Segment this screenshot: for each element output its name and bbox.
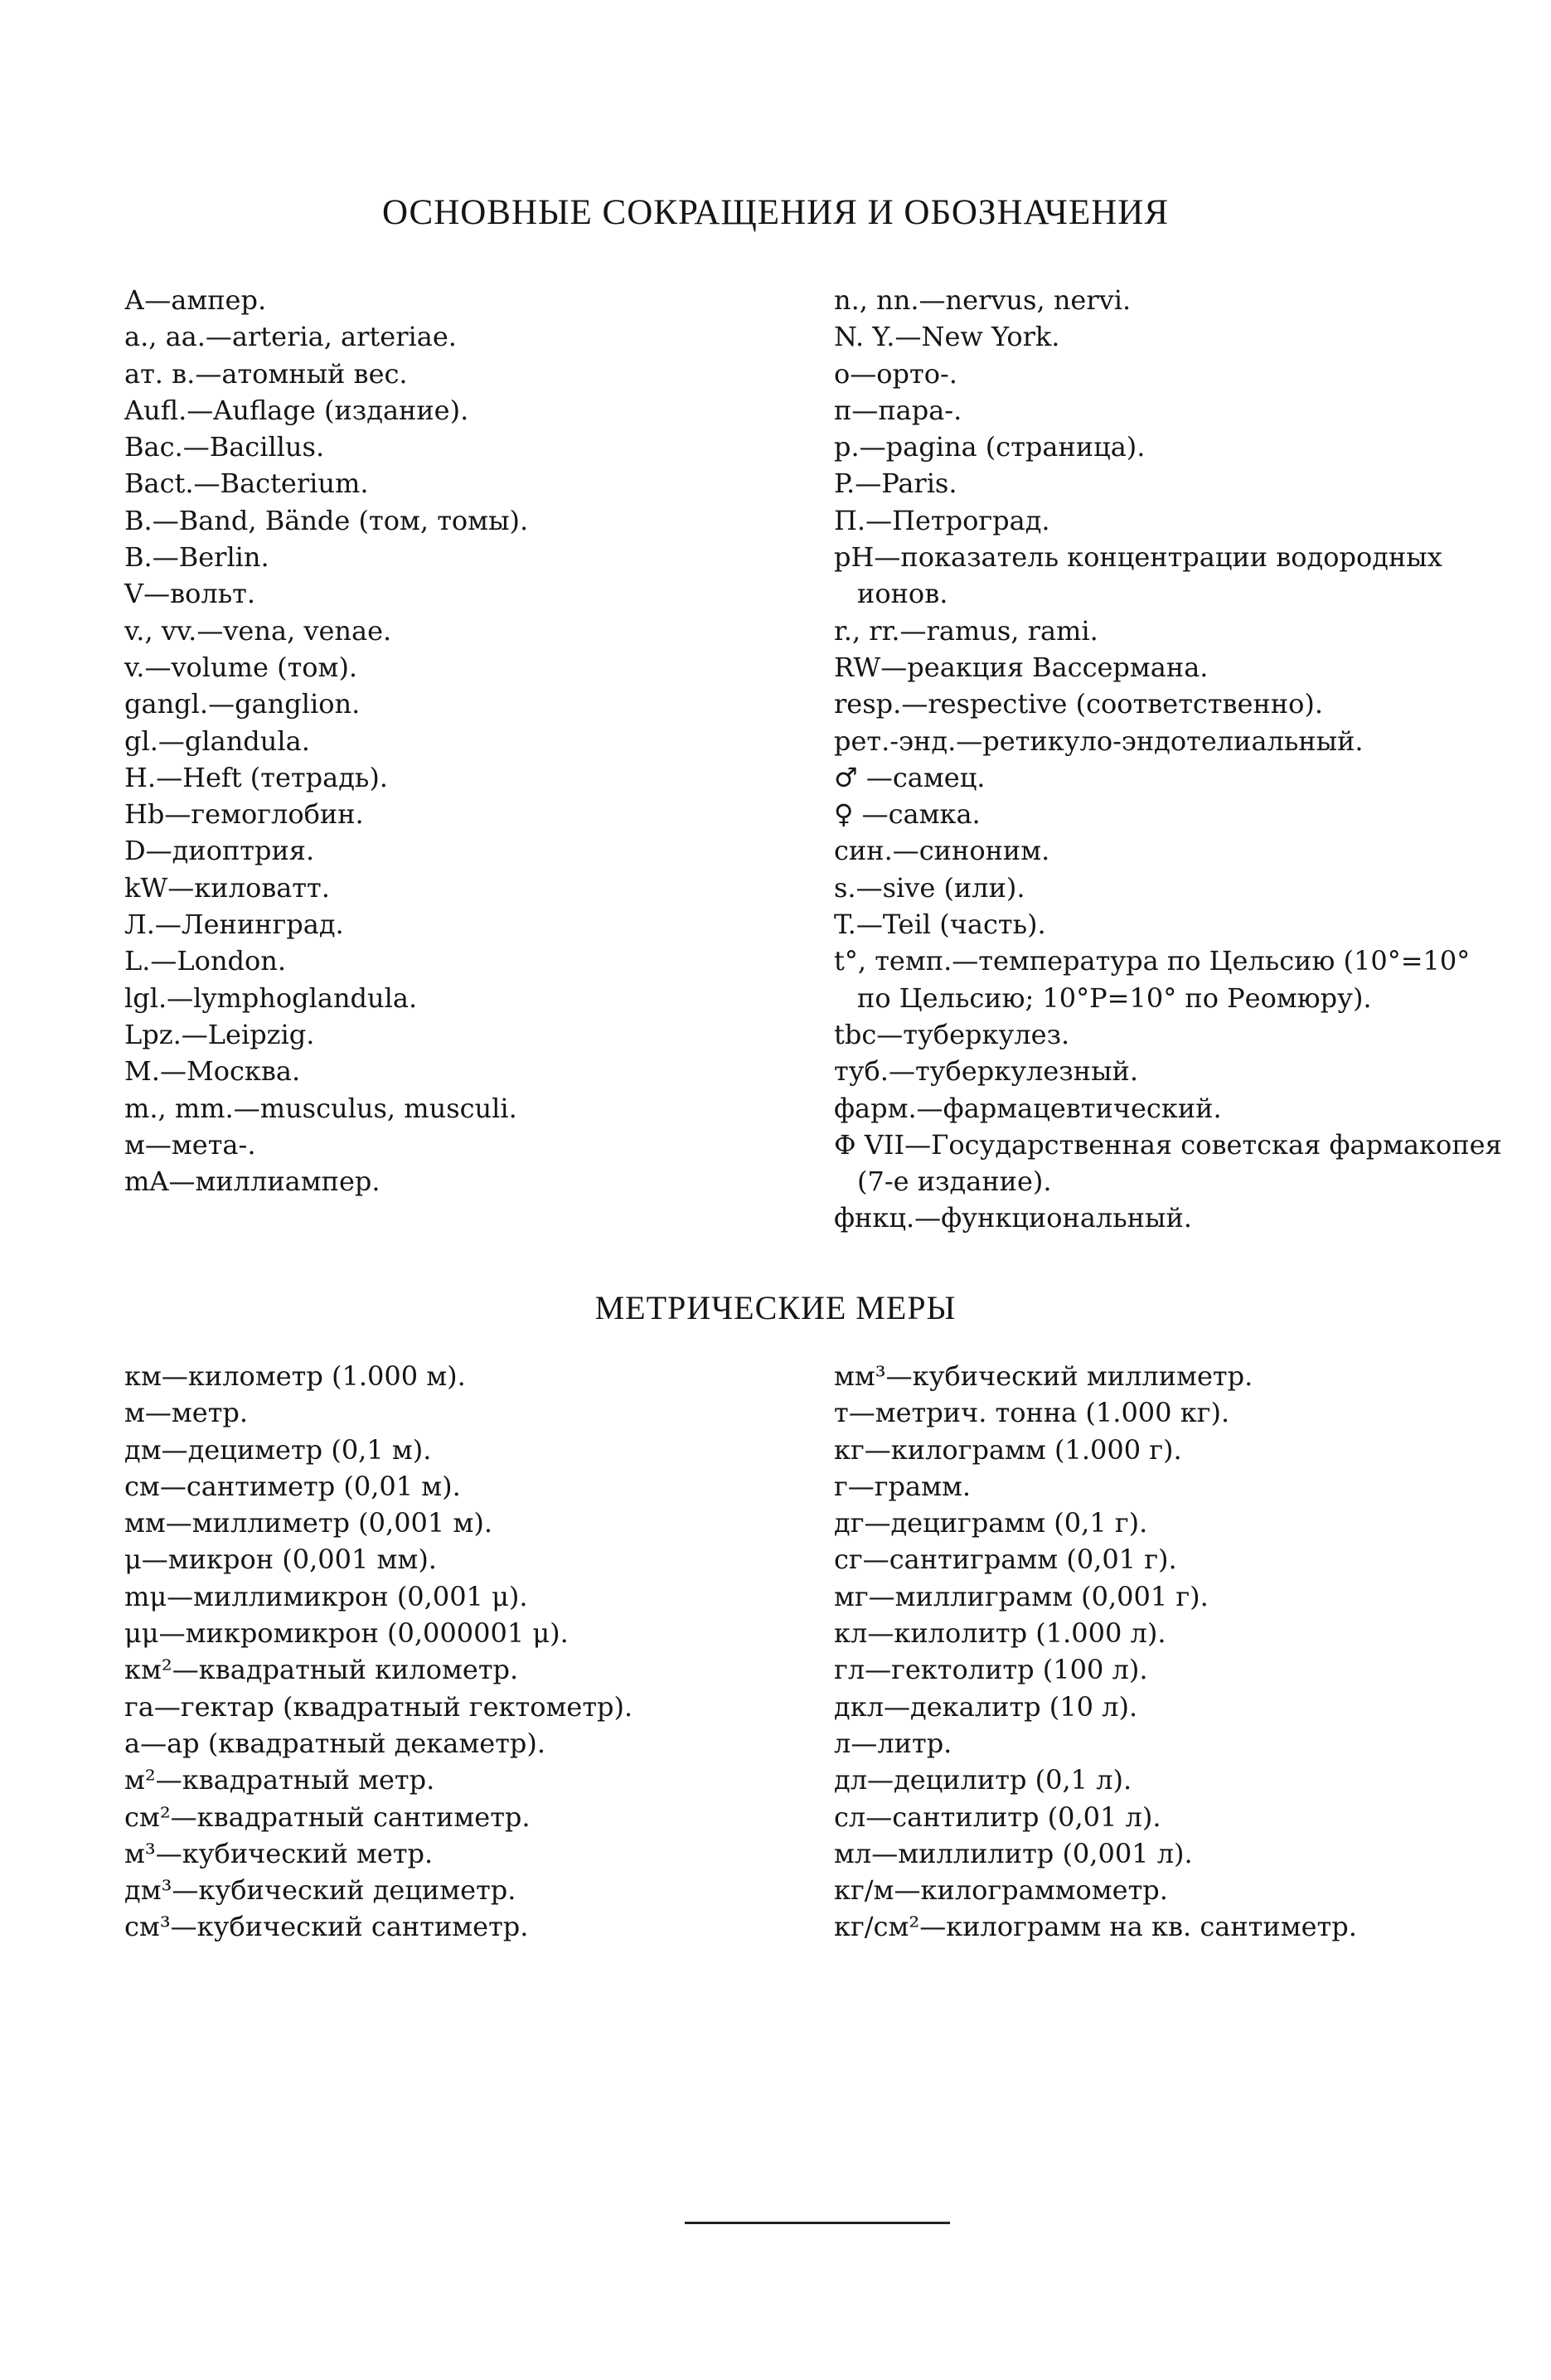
metric-entry: м²—квадратный метр. xyxy=(124,1764,435,1796)
metric-entry: г—грамм. xyxy=(834,1470,972,1502)
abbreviation-entry: Л.—Ленинград. xyxy=(124,909,344,941)
metric-entry: дл—децилитр (0,1 л). xyxy=(834,1764,1132,1796)
abbreviation-entry: gangl.—ganglion. xyxy=(124,688,361,720)
metric-entry: см³—кубический сантиметр. xyxy=(124,1911,529,1943)
metric-entry: дм³—кубический дециметр. xyxy=(124,1874,516,1907)
metric-entry: μμ—микромикрон (0,000001 μ). xyxy=(124,1617,569,1650)
abbreviation-entry: resp.—respective (соответственно). xyxy=(834,688,1324,720)
abbreviation-entry: туб.—туберкулезный. xyxy=(834,1055,1139,1088)
abbreviation-entry: s.—sive (или). xyxy=(834,871,1025,904)
abbreviation-entry: p.—pagina (страница). xyxy=(834,431,1146,463)
abbreviation-entry: V—вольт. xyxy=(124,578,256,610)
metric-entry: л—литр. xyxy=(834,1727,952,1759)
metric-entry: мм³—кубический миллиметр. xyxy=(834,1360,1253,1392)
abbreviation-entry: mA—миллиампер. xyxy=(124,1166,380,1198)
metric-left-column xyxy=(124,1358,788,1946)
abbreviation-entry: D—диоптрия. xyxy=(124,835,315,867)
abbreviation-entry: B.—Berlin. xyxy=(124,541,269,574)
metric-entry: кл—килолитр (1.000 л). xyxy=(834,1617,1166,1650)
abbreviation-entry: фарм.—фармацевтический. xyxy=(834,1092,1222,1124)
abbreviation-entry: r., rr.—ramus, rami. xyxy=(834,614,1098,647)
metric-entry: а—ар (квадратный декаметр). xyxy=(124,1727,546,1759)
metric-entry: дкл—декалитр (10 л). xyxy=(834,1690,1138,1723)
abbreviation-entry: n., nn.—nervus, nervi. xyxy=(834,284,1132,316)
abbreviation-entry: п—пара-. xyxy=(834,394,962,426)
metric-right-column xyxy=(834,1358,1505,1946)
abbreviations-right-column xyxy=(834,282,1505,1237)
abbreviations-left-column xyxy=(124,282,788,1200)
abbreviation-entry: м—мета-. xyxy=(124,1128,256,1161)
closing-rule xyxy=(685,2222,950,2224)
metric-entry: сг—сантиграмм (0,01 г). xyxy=(834,1544,1177,1576)
abbreviation-entry: pH—показатель концентрации водородных ионов. xyxy=(834,541,1442,610)
metric-entry: т—метрич. тонна (1.000 кг). xyxy=(834,1397,1230,1429)
abbreviation-entry: a., aa.—arteria, arteriae. xyxy=(124,321,457,353)
metric-entry: дм—дециметр (0,1 м). xyxy=(124,1433,432,1466)
abbreviation-entry: Ф VII—Государственная советская фармакопея (7-е издание). xyxy=(834,1128,1502,1198)
metric-entry: га—гектар (квадратный гектометр). xyxy=(124,1690,633,1723)
metric-entry: мл—миллилитр (0,001 л). xyxy=(834,1837,1193,1869)
abbreviation-entry: L.—London. xyxy=(124,945,287,977)
abbreviation-entry: рет.-энд.—ретикуло-эндотелиальный. xyxy=(834,725,1364,757)
metric-entry: кг/см²—килограмм на кв. сантиметр. xyxy=(834,1911,1357,1943)
abbreviation-entry: lgl.—lymphoglandula. xyxy=(124,982,418,1014)
abbreviation-entry: v., vv.—vena, venae. xyxy=(124,614,392,647)
metric-entry: гл—гектолитр (100 л). xyxy=(834,1654,1148,1686)
abbreviation-entry: ♀ —самка. xyxy=(834,798,981,831)
metric-entry: кг—килограмм (1.000 г). xyxy=(834,1433,1182,1466)
abbreviation-entry: фнкц.—функциональный. xyxy=(834,1202,1192,1234)
abbreviation-entry: T.—Teil (часть). xyxy=(834,909,1046,941)
abbreviation-entry: tbc—туберкулез. xyxy=(834,1018,1070,1050)
abbreviation-entry: H.—Heft (тетрадь). xyxy=(124,761,388,793)
metric-entry: км—километр (1.000 м). xyxy=(124,1360,466,1392)
abbreviation-entry: gl.—glandula. xyxy=(124,725,310,757)
metric-entry: дг—дециграмм (0,1 г). xyxy=(834,1507,1148,1539)
abbreviation-entry: П.—Петроград. xyxy=(834,504,1050,536)
metric-entry: см—сантиметр (0,01 м). xyxy=(124,1470,461,1502)
abbreviation-entry: Bac.—Bacillus. xyxy=(124,431,325,463)
abbreviation-entry: m., mm.—musculus, musculi. xyxy=(124,1092,517,1124)
abbreviation-entry: t°, темп.—температура по Цельсию (10°=10° по Цельсию; 10°P=10° по Реомюру). xyxy=(834,945,1471,1014)
metric-entry: м³—кубический метр. xyxy=(124,1837,434,1869)
abbreviation-entry: син.—синоним. xyxy=(834,835,1050,867)
abbreviation-entry: kW—киловатт. xyxy=(124,871,330,904)
abbreviations-heading: ОСНОВНЫЕ СОКРАЩЕНИЯ И ОБОЗНАЧЕНИЯ xyxy=(381,193,1170,232)
abbreviation-entry: B.—Band, Bände (том, томы). xyxy=(124,504,529,536)
abbreviation-entry: ат. в.—атомный вес. xyxy=(124,357,408,390)
metric-entry: μ—микрон (0,001 мм). xyxy=(124,1544,437,1576)
metric-entry: км²—квадратный километр. xyxy=(124,1654,519,1686)
abbreviation-entry: о—орто-. xyxy=(834,357,957,390)
metric-measures-heading: МЕТРИЧЕСКИЕ МЕРЫ xyxy=(594,1289,957,1326)
metric-entry: см²—квадратный сантиметр. xyxy=(124,1801,531,1833)
abbreviation-entry: Hb—гемоглобин. xyxy=(124,798,364,831)
abbreviation-entry: N. Y.—New York. xyxy=(834,321,1060,353)
metric-entry: сл—сантилитр (0,01 л). xyxy=(834,1801,1161,1833)
abbreviation-entry: M.—Москва. xyxy=(124,1055,301,1088)
metric-entry: мг—миллиграмм (0,001 г). xyxy=(834,1580,1209,1612)
abbreviation-entry: P.—Paris. xyxy=(834,468,957,500)
metric-entry: мм—миллиметр (0,001 м). xyxy=(124,1507,492,1539)
abbreviation-entry: v.—volume (том). xyxy=(124,651,358,683)
metric-entry: mμ—миллимикрон (0,001 μ). xyxy=(124,1580,528,1612)
abbreviation-entry: А—ампер. xyxy=(124,284,267,316)
abbreviation-entry: RW—реакция Вассермана. xyxy=(834,651,1209,683)
abbreviation-entry: Bact.—Bacterium. xyxy=(124,468,369,500)
metric-entry: м—метр. xyxy=(124,1397,249,1429)
metric-entry: кг/м—килограммометр. xyxy=(834,1874,1168,1907)
abbreviation-entry: Lpz.—Leipzig. xyxy=(124,1018,315,1050)
abbreviation-entry: Aufl.—Auflage (издание). xyxy=(124,394,469,426)
abbreviation-entry: ♂ —самец. xyxy=(834,761,986,793)
